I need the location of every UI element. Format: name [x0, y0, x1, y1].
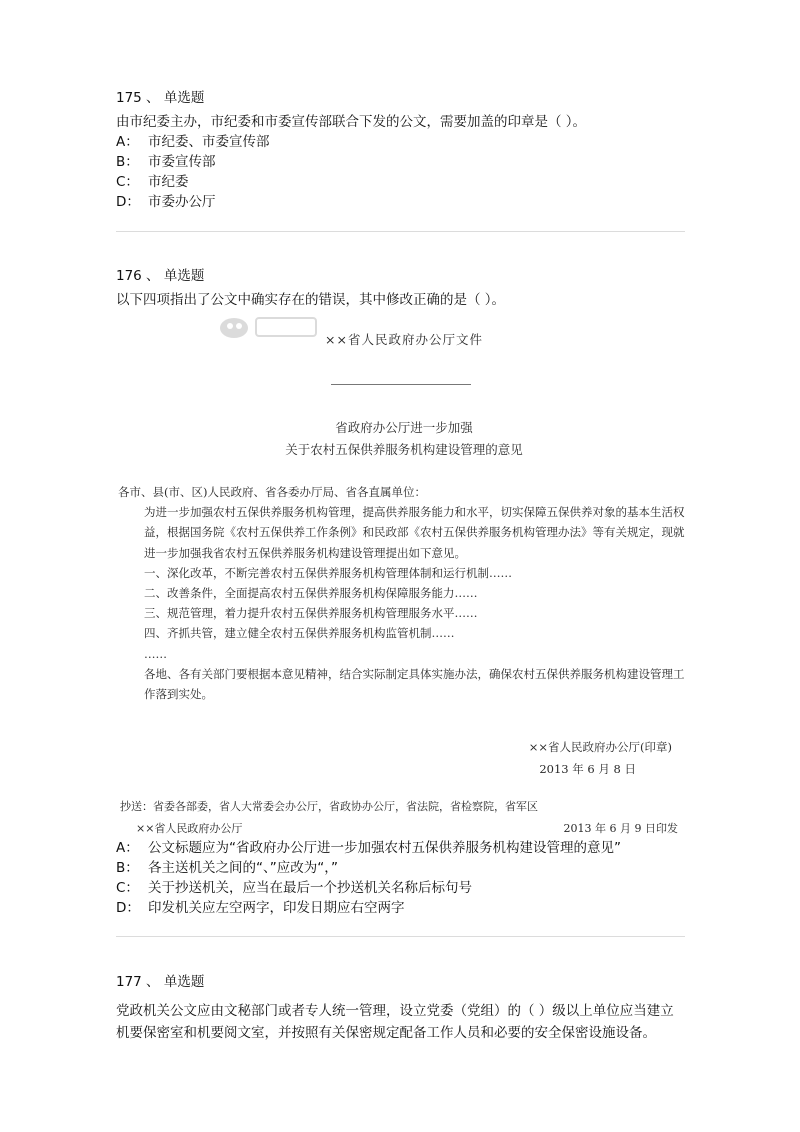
- sign-date: 2013 年 6 月 8 日: [539, 762, 636, 776]
- signature: ××省人民政府办公厅(印章): [528, 740, 672, 754]
- option-text: 公文标题应为“省政府办公厅进一步加强农村五保供养服务机构建设管理的意见”: [148, 840, 621, 856]
- list-item: 二、改善条件，全面提高农村五保供养服务机构保障服务能力……: [144, 586, 478, 601]
- cc-line: 抄送：省委各部委，省人大常委会办公厅，省政协办公厅，省法院，省检察院，省军区: [120, 800, 538, 813]
- option-b[interactable]: [116, 858, 686, 878]
- document-body: [118, 482, 690, 704]
- option-a[interactable]: [116, 132, 686, 152]
- question-177: [116, 972, 686, 1044]
- ellipsis: ……: [144, 646, 167, 661]
- option-text: 各主送机关之间的“、”应改为“，”: [148, 860, 338, 876]
- question-number: 176 、 单选题: [116, 268, 205, 284]
- option-c[interactable]: [116, 172, 686, 192]
- signature-block: [529, 736, 672, 780]
- option-d[interactable]: [116, 192, 686, 212]
- question-stem: 以下四项指出了公文中确实存在的错误，其中修改正确的是（ ）。: [116, 292, 506, 308]
- option-letter: C：: [116, 174, 139, 190]
- question-176: [116, 266, 686, 310]
- issuing-office: ××省人民政府办公厅: [136, 822, 243, 835]
- option-b[interactable]: [116, 152, 686, 172]
- list-item: 四、齐抓共管，建立健全农村五保供养服务机构监管机制……: [144, 626, 455, 641]
- option-text: 印发机关应左空两字，印发日期应右空两字: [148, 900, 405, 916]
- option-letter: C：: [116, 880, 139, 896]
- document-title-line1: 省政府办公厅进一步加强: [335, 420, 473, 435]
- divider: [116, 231, 685, 232]
- option-text: 市纪委、市委宣传部: [148, 134, 270, 150]
- option-d[interactable]: [116, 898, 686, 918]
- issue-date: 2013 年 6 月 9 日印发: [563, 822, 678, 835]
- option-letter: B：: [116, 860, 139, 876]
- option-letter: B：: [116, 154, 139, 170]
- option-text: 市委办公厅: [148, 194, 216, 210]
- question-stem: 党政机关公文应由文秘部门或者专人统一管理，设立党委（党组）的（ ）级以上单位应当建立机要保密室和机要阅文室，并按照有关保密规定配备工作人员和必要的安全保密设施设备。: [116, 1003, 674, 1041]
- option-letter: A：: [116, 134, 139, 150]
- list-item: 一、深化改革，不断完善农村五保供养服务机构管理体制和运行机制……: [144, 565, 512, 580]
- option-letter: D：: [116, 194, 140, 210]
- paragraph: 为进一步加强农村五保供养服务机构管理，提高供养服务能力和水平，切实保障五保供养对象的基本生活权益，根据国务院《农村五保供养工作条例》和民政部《农村五保供养服务机构管理办法》等有关规定，现就进一步加强我省农村五保供养服务机构建设管理提出如下意见。: [144, 505, 685, 560]
- salutation: 各市、县(市、区)人民政府、省各委办厅局、省各直属单位：: [118, 485, 426, 499]
- divider: [116, 936, 685, 937]
- option-c[interactable]: [116, 878, 686, 898]
- question-number: 175 、 单选题: [116, 90, 205, 106]
- document-title-line2: 关于农村五保供养服务机构建设管理的意见: [285, 442, 523, 457]
- option-letter: D：: [116, 900, 140, 916]
- option-a[interactable]: [116, 838, 686, 858]
- option-text: 市纪委: [148, 174, 189, 190]
- question-stem: 由市纪委主办，市纪委和市委宣传部联合下发的公文，需要加盖的印章是（ ）。: [116, 114, 587, 130]
- option-text: 关于抄送机关，应当在最后一个抄送机关名称后标句号: [148, 880, 472, 896]
- list-item: 三、规范管理，着力提升农村五保供养服务机构管理服务水平……: [144, 606, 478, 621]
- option-text: 市委宣传部: [148, 154, 216, 170]
- header-rule: [331, 384, 471, 385]
- closing-paragraph: 各地、各有关部门要根据本意见精神，结合实际制定具体实施办法，确保农村五保供养服务机构建设管理工作落到实处。: [144, 666, 685, 702]
- document-org-header: ××省人民政府办公厅文件: [325, 332, 483, 347]
- question-number: 177 、 单选题: [116, 974, 205, 990]
- official-document-image: [116, 312, 692, 840]
- option-letter: A：: [116, 840, 139, 856]
- question-176-options: [116, 838, 686, 918]
- question-175: [116, 88, 686, 212]
